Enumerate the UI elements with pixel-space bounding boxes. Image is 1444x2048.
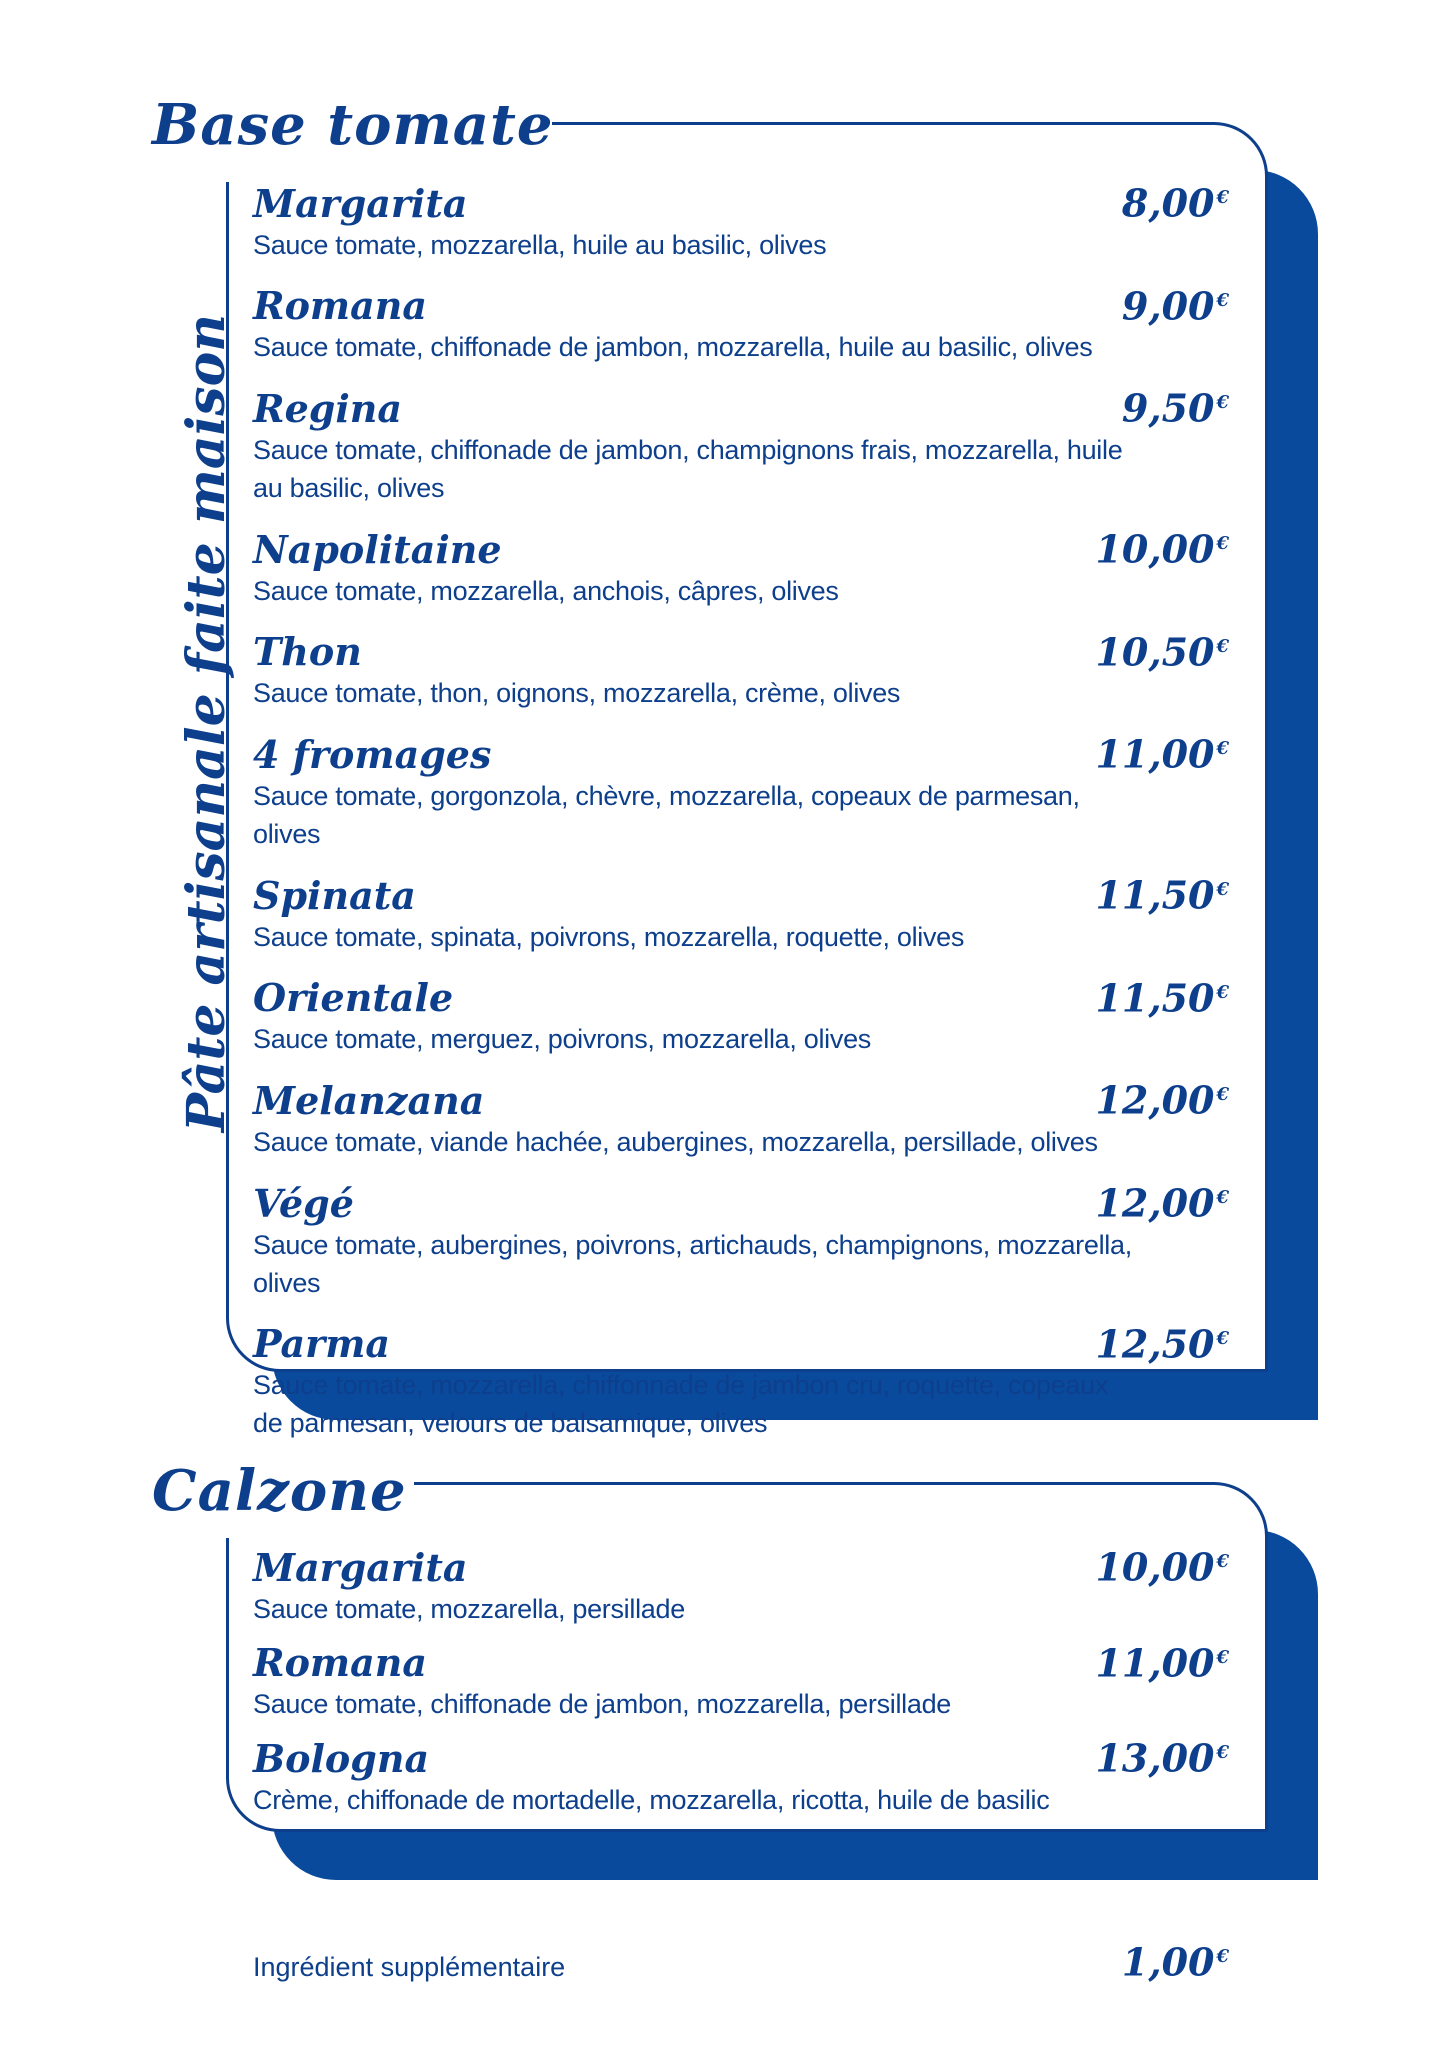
menu-item-name: Thon: [253, 629, 362, 675]
menu-item-header: [253, 971, 1233, 1021]
menu-item-description: Sauce tomate, spinata, poivrons, mozzarella, roquette, olives: [253, 921, 965, 952]
menu-item-name: Margarita: [253, 180, 468, 226]
menu-item: [253, 1540, 1233, 1628]
menu-item: [253, 1636, 1233, 1724]
menu-item: [253, 176, 1233, 264]
menu-item-name: Orientale: [253, 975, 454, 1021]
menu-item-name: Végé: [253, 1180, 354, 1226]
menu-item-description: Sauce tomate, chiffonade de jambon, mozzarella, huile au basilic, olives: [253, 332, 1093, 363]
menu-item-header: [253, 1176, 1233, 1226]
menu-item: [253, 279, 1233, 367]
menu-item-header: [253, 1540, 1233, 1590]
menu-item-name: Napolitaine: [253, 526, 502, 572]
menu-item-header: [253, 279, 1233, 329]
menu-item-header: [253, 176, 1233, 226]
menu-item-name: Parma: [253, 1321, 391, 1367]
menu-item-header: [253, 1317, 1233, 1367]
menu-item-name: Margarita: [253, 1544, 468, 1590]
menu-item: [253, 381, 1233, 507]
menu-item-price: 12,50 €: [1095, 1321, 1229, 1367]
menu-item-price: 11,00 €: [1095, 731, 1229, 777]
menu-item-price: 10,50 €: [1095, 629, 1229, 675]
menu-item-header: [253, 1073, 1233, 1123]
menu-item-description: Sauce tomate, mozzarella, huile au basilic, olives: [253, 229, 827, 260]
base-tomate-list: [253, 176, 1233, 1457]
menu-item-price: 10,00 €: [1095, 1544, 1229, 1590]
menu-item-price: 11,50 €: [1095, 975, 1229, 1021]
menu-item-name: 4 fromages: [253, 731, 492, 777]
menu-item-header: [253, 381, 1233, 431]
side-label: Pâte artisanale faite maison: [176, 313, 237, 1133]
menu-item-name: Spinata: [253, 872, 416, 918]
menu-item-price: 12,00 €: [1095, 1180, 1229, 1226]
menu-item: [253, 727, 1233, 853]
extra-ingredient-label: Ingrédient supplémentaire: [253, 1951, 566, 1982]
menu-item-name: Regina: [253, 385, 403, 431]
menu-item-price: 9,00 €: [1121, 283, 1229, 329]
menu-item-description: Sauce tomate, viande hachée, aubergines, mozzarella, persillade, olives: [253, 1126, 1098, 1157]
menu-item: [253, 1176, 1233, 1302]
menu-item-name: Romana: [253, 1640, 428, 1686]
menu-item-price: 10,00 €: [1095, 526, 1229, 572]
menu-item-name: Melanzana: [253, 1077, 485, 1123]
calzone-list: [253, 1540, 1233, 1827]
extra-ingredient-row: [253, 1935, 1233, 1985]
menu-item-header: [253, 727, 1233, 777]
menu-item-price: 12,00 €: [1095, 1077, 1229, 1123]
menu-item: [253, 1731, 1233, 1819]
menu-item-description: Sauce tomate, mozzarella, anchois, câpres, olives: [253, 575, 839, 606]
menu-item-description: Sauce tomate, gorgonzola, chèvre, mozzarella, copeaux de parmesan, olives: [253, 780, 1080, 849]
menu-item-price: 8,00 €: [1121, 180, 1229, 226]
menu-item-header: [253, 1636, 1233, 1686]
menu-item-header: [253, 625, 1233, 675]
menu-item: [253, 1073, 1233, 1161]
menu-item-header: [253, 868, 1233, 918]
extra-ingredient-price: 1,00 €: [1121, 1939, 1229, 1985]
section-title-base-tomate: Base tomate: [152, 92, 554, 158]
menu-item-price: 9,50 €: [1121, 385, 1229, 431]
menu-item-description: Sauce tomate, merguez, poivrons, mozzarella, olives: [253, 1024, 871, 1055]
menu-item-price: 11,00 €: [1095, 1640, 1229, 1686]
menu-item-description: Sauce tomate, mozzarella, persillade: [253, 1593, 685, 1624]
menu-item-price: 13,00 €: [1095, 1735, 1229, 1781]
menu-item: [253, 522, 1233, 610]
menu-item-description: Crème, chiffonade de mortadelle, mozzarella, ricotta, huile de basilic: [253, 1784, 1050, 1815]
menu-item-description: Sauce tomate, aubergines, poivrons, artichauds, champignons, mozzarella, olives: [253, 1229, 1132, 1298]
menu-item-name: Romana: [253, 283, 428, 329]
menu-item-name: Bologna: [253, 1735, 430, 1781]
menu-item-description: Sauce tomate, mozzarella, chiffonnade de jambon cru, roquette, copeaux de parmesan, velours de balsamique, olives: [253, 1370, 1109, 1439]
menu-item-description: Sauce tomate, chiffonade de jambon, mozzarella, persillade: [253, 1689, 952, 1720]
menu-item: [253, 971, 1233, 1059]
menu-item-price: 11,50 €: [1095, 872, 1229, 918]
menu-item: [253, 1317, 1233, 1443]
menu-item-description: Sauce tomate, chiffonade de jambon, champignons frais, mozzarella, huile au basilic, olives: [253, 434, 1123, 503]
menu-item-header: [253, 522, 1233, 572]
menu-item: [253, 625, 1233, 713]
menu-item-header: [253, 1731, 1233, 1781]
menu-item: [253, 868, 1233, 956]
menu-item-description: Sauce tomate, thon, oignons, mozzarella, crème, olives: [253, 678, 901, 709]
section-title-calzone: Calzone: [152, 1458, 407, 1524]
